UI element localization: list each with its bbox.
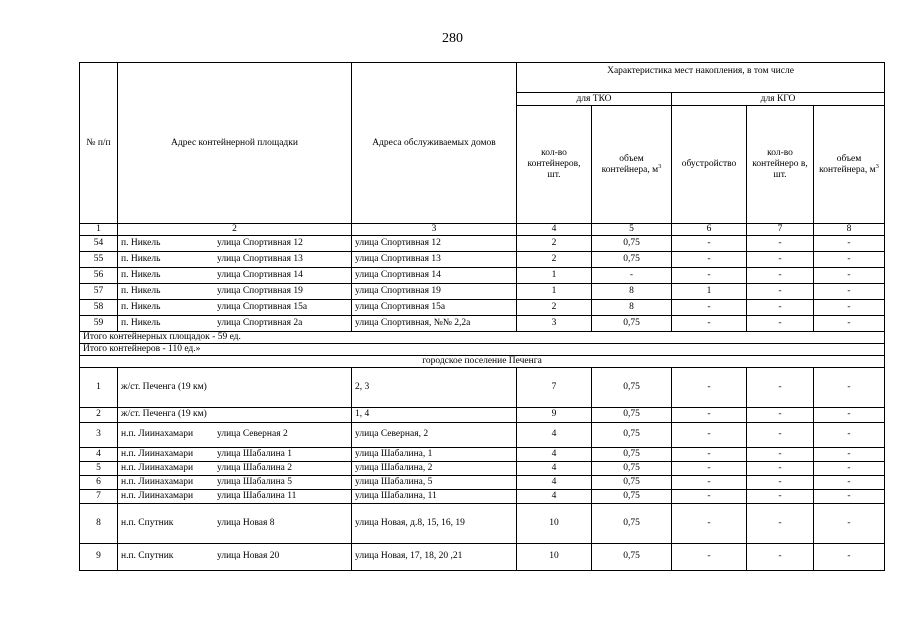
table-row — [80, 489, 885, 503]
table-row — [80, 252, 885, 268]
volume-tko: 0,75 — [592, 447, 672, 461]
container-address — [118, 252, 352, 268]
volume-tko: 8 — [592, 300, 672, 316]
container-address — [118, 284, 352, 300]
header-tko: для ТКО — [517, 93, 672, 106]
settlement: п. Никель — [121, 302, 161, 313]
settlement: п. Никель — [121, 318, 161, 329]
settlement: н.п. Лиинахамари — [121, 429, 194, 440]
count-tko: 2 — [517, 300, 592, 316]
header-volume-kgo — [814, 106, 885, 224]
table-row — [80, 461, 885, 475]
street: улица Новая 20 — [217, 551, 280, 562]
volume-kgo: - — [814, 447, 885, 461]
table-row — [80, 475, 885, 489]
settlement: н.п. Лиинахамари — [121, 448, 194, 459]
served-houses: улица Шабалина, 11 — [352, 489, 517, 503]
volume-tko: 0,75 — [592, 461, 672, 475]
arrangement: - — [672, 503, 747, 543]
volume-kgo: - — [814, 489, 885, 503]
container-address — [118, 503, 352, 543]
street: улица Спортивная 13 — [217, 254, 303, 265]
street: улица Спортивная 12 — [217, 238, 303, 249]
table-row — [80, 407, 885, 422]
volume-tko: 0,75 — [592, 236, 672, 252]
header-arrangement: обустройство — [672, 106, 747, 224]
col-number: 7 — [747, 224, 814, 236]
arrangement: - — [672, 461, 747, 475]
count-kgo: - — [747, 489, 814, 503]
row-number: 7 — [80, 489, 118, 503]
table-row — [80, 300, 885, 316]
header-characteristics: Характеристика мест накопления, в том числе — [517, 63, 885, 93]
container-address — [118, 475, 352, 489]
volume-tko: 0,75 — [592, 422, 672, 447]
arrangement: - — [672, 367, 747, 407]
total-containers-row — [80, 343, 885, 355]
served-houses: улица Новая, д.8, 15, 16, 19 — [352, 503, 517, 543]
count-kgo: - — [747, 543, 814, 570]
volume-kgo: - — [814, 503, 885, 543]
street: улица Спортивная 15а — [217, 302, 308, 313]
column-number-row — [80, 224, 885, 236]
row-number: 2 — [80, 407, 118, 422]
street: улица Новая 8 — [217, 517, 275, 528]
volume-kgo: - — [814, 300, 885, 316]
served-houses: 1, 4 — [352, 407, 517, 422]
container-sites-table — [79, 62, 885, 571]
col-number: 8 — [814, 224, 885, 236]
served-houses: улица Северная, 2 — [352, 422, 517, 447]
table-row — [80, 543, 885, 570]
arrangement: 1 — [672, 284, 747, 300]
volume-kgo: - — [814, 236, 885, 252]
volume-tko: 0,75 — [592, 475, 672, 489]
volume-kgo-sup: 3 — [875, 162, 879, 170]
volume-tko: 0,75 — [592, 316, 672, 332]
volume-kgo: - — [814, 543, 885, 570]
street: улица Спортивная 19 — [217, 286, 303, 297]
volume-tko: 0,75 — [592, 503, 672, 543]
settlement: ж/ст. Печенга (19 км) — [121, 409, 207, 420]
total-containers: Итого контейнеров - 110 ед.» — [80, 343, 885, 355]
count-tko: 4 — [517, 461, 592, 475]
container-address — [118, 407, 352, 422]
count-kgo: - — [747, 367, 814, 407]
street: улица Шабалина 2 — [217, 462, 293, 473]
arrangement: - — [672, 447, 747, 461]
section-title: городское поселение Печенга — [80, 355, 885, 367]
volume-tko: 8 — [592, 284, 672, 300]
col-number: 4 — [517, 224, 592, 236]
row-number: 4 — [80, 447, 118, 461]
volume-tko: 0,75 — [592, 252, 672, 268]
settlement: н.п. Лиинахамари — [121, 490, 194, 501]
table-row — [80, 503, 885, 543]
count-kgo: - — [747, 447, 814, 461]
col-number: 1 — [80, 224, 118, 236]
count-tko: 1 — [517, 284, 592, 300]
table-row — [80, 268, 885, 284]
arrangement: - — [672, 489, 747, 503]
street: улица Спортивная 14 — [217, 270, 303, 281]
settlement: п. Никель — [121, 254, 161, 265]
count-tko: 2 — [517, 252, 592, 268]
count-kgo: - — [747, 422, 814, 447]
header-num: № п/п — [80, 63, 118, 224]
served-houses: улица Спортивная 15а — [352, 300, 517, 316]
count-tko: 3 — [517, 316, 592, 332]
table-row — [80, 447, 885, 461]
section-title-row — [80, 355, 885, 367]
container-address — [118, 461, 352, 475]
volume-kgo: - — [814, 407, 885, 422]
row-number: 8 — [80, 503, 118, 543]
volume-kgo: - — [814, 461, 885, 475]
count-kgo: - — [747, 407, 814, 422]
table-row — [80, 236, 885, 252]
served-houses: улица Шабалина, 1 — [352, 447, 517, 461]
header-container-address: Адрес контейнерной площадки — [118, 63, 352, 224]
settlement: н.п. Лиинахамари — [121, 476, 194, 487]
count-tko: 7 — [517, 367, 592, 407]
served-houses: улица Шабалина, 5 — [352, 475, 517, 489]
settlement: п. Никель — [121, 238, 161, 249]
row-number: 6 — [80, 475, 118, 489]
served-houses: улица Спортивная 19 — [352, 284, 517, 300]
table-row — [80, 316, 885, 332]
count-kgo: - — [747, 300, 814, 316]
page-number: 280 — [442, 31, 463, 46]
volume-tko: 0,75 — [592, 543, 672, 570]
row-number: 5 — [80, 461, 118, 475]
served-houses: 2, 3 — [352, 367, 517, 407]
total-sites-row — [80, 332, 885, 344]
count-tko: 4 — [517, 422, 592, 447]
container-address — [118, 447, 352, 461]
arrangement: - — [672, 543, 747, 570]
header-count-tko: кол-во контейнеров, шт. — [517, 106, 592, 224]
arrangement: - — [672, 268, 747, 284]
count-tko: 4 — [517, 489, 592, 503]
volume-tko: 0,75 — [592, 489, 672, 503]
arrangement: - — [672, 422, 747, 447]
col-number: 2 — [118, 224, 352, 236]
street: улица Спортивная 2а — [217, 318, 303, 329]
volume-tko-label: объем контейнера, м — [601, 153, 659, 175]
header-kgo: для КГО — [672, 93, 885, 106]
container-address — [118, 489, 352, 503]
arrangement: - — [672, 475, 747, 489]
arrangement: - — [672, 236, 747, 252]
row-number: 58 — [80, 300, 118, 316]
table-row — [80, 367, 885, 407]
volume-kgo: - — [814, 316, 885, 332]
served-houses: улица Спортивная 12 — [352, 236, 517, 252]
row-number: 56 — [80, 268, 118, 284]
volume-kgo: - — [814, 367, 885, 407]
col-number: 6 — [672, 224, 747, 236]
row-number: 9 — [80, 543, 118, 570]
served-houses: улица Спортивная 14 — [352, 268, 517, 284]
volume-tko-sup: 3 — [658, 162, 662, 170]
volume-tko: - — [592, 268, 672, 284]
count-tko: 10 — [517, 503, 592, 543]
count-kgo: - — [747, 503, 814, 543]
settlement: п. Никель — [121, 270, 161, 281]
volume-kgo: - — [814, 475, 885, 489]
row-number: 54 — [80, 236, 118, 252]
row-number: 55 — [80, 252, 118, 268]
row-number: 1 — [80, 367, 118, 407]
col-number: 5 — [592, 224, 672, 236]
table-body — [80, 63, 885, 571]
volume-kgo: - — [814, 284, 885, 300]
count-kgo: - — [747, 475, 814, 489]
container-address — [118, 268, 352, 284]
table-row — [80, 284, 885, 300]
volume-kgo-label: объем контейнера, м — [819, 153, 876, 175]
served-houses: улица Шабалина, 2 — [352, 461, 517, 475]
arrangement: - — [672, 316, 747, 332]
table-row — [80, 422, 885, 447]
settlement: н.п. Лиинахамари — [121, 462, 194, 473]
header-volume-tko — [592, 106, 672, 224]
settlement: ж/ст. Печенга (19 км) — [121, 381, 207, 392]
count-tko: 1 — [517, 268, 592, 284]
total-sites: Итого контейнерных площадок - 59 ед. — [80, 332, 885, 344]
row-number: 57 — [80, 284, 118, 300]
count-kgo: - — [747, 252, 814, 268]
street: улица Шабалина 5 — [217, 476, 293, 487]
count-kgo: - — [747, 316, 814, 332]
arrangement: - — [672, 300, 747, 316]
settlement: п. Никель — [121, 286, 161, 297]
street: улица Северная 2 — [217, 429, 288, 440]
count-kgo: - — [747, 284, 814, 300]
row-number: 3 — [80, 422, 118, 447]
volume-kgo: - — [814, 252, 885, 268]
served-houses: улица Спортивная, №№ 2,2а — [352, 316, 517, 332]
container-address — [118, 316, 352, 332]
row-number: 59 — [80, 316, 118, 332]
settlement: н.п. Спутник — [121, 517, 174, 528]
count-kgo: - — [747, 236, 814, 252]
volume-kgo: - — [814, 268, 885, 284]
street: улица Шабалина 1 — [217, 448, 293, 459]
container-address — [118, 236, 352, 252]
volume-tko: 0,75 — [592, 407, 672, 422]
volume-tko: 0,75 — [592, 367, 672, 407]
container-address — [118, 422, 352, 447]
count-tko: 9 — [517, 407, 592, 422]
count-tko: 4 — [517, 447, 592, 461]
served-houses: улица Спортивная 13 — [352, 252, 517, 268]
count-kgo: - — [747, 268, 814, 284]
container-address — [118, 543, 352, 570]
settlement: н.п. Спутник — [121, 551, 174, 562]
count-tko: 2 — [517, 236, 592, 252]
arrangement: - — [672, 407, 747, 422]
street: улица Шабалина 11 — [217, 490, 297, 501]
count-kgo: - — [747, 461, 814, 475]
count-tko: 10 — [517, 543, 592, 570]
container-address — [118, 300, 352, 316]
served-houses: улица Новая, 17, 18, 20 ,21 — [352, 543, 517, 570]
header-count-kgo: кол-во контейнеро в, шт. — [747, 106, 814, 224]
arrangement: - — [672, 252, 747, 268]
volume-kgo: - — [814, 422, 885, 447]
header-houses-address: Адреса обслуживаемых домов — [352, 63, 517, 224]
col-number: 3 — [352, 224, 517, 236]
count-tko: 4 — [517, 475, 592, 489]
container-address — [118, 367, 352, 407]
